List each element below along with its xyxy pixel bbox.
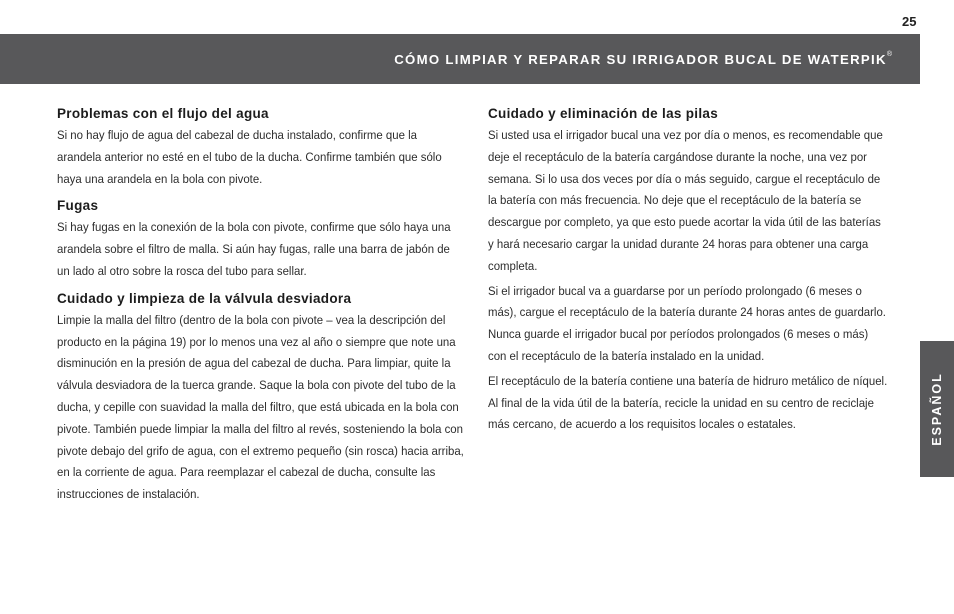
section-paragraph: Limpie la malla del filtro (dentro de la bola con pivote – vea la descripción del producto en la página 19) por lo menos una vez al año o siempre que note una disminución en la presión de agua del cabezal de ducha. Para limpiar, quite la válvula desviadora de la tuerca grande. Saque la bola con pivote del tubo de la ducha, y cepille con suavidad la malla del filtro, que está ubicada en la bola con pivote. También puede limpiar la malla del filtro al revés, sosteniendo la bola con pivote debajo del grifo de agua, con el extremo pequeño (sin rosca) hacia arriba, en la corriente de agua. Para reemplazar el cabezal de ducha, consulte las instrucciones de instalación.	[57, 312, 464, 502]
section-paragraph: Si hay fugas en la conexión de la bola con pivote, confirme que sólo haya una arandela sobre el filtro de malla. Si aún hay fugas, ralle una barra de jabón de un lado al otro sobre la rosca del tubo para sellar.	[57, 220, 451, 278]
section-batteries	[488, 106, 892, 436]
header-banner	[0, 34, 920, 84]
section-heading: Cuidado y eliminación de las pilas	[488, 106, 719, 121]
section-paragraph: Si no hay flujo de agua del cabezal de ducha instalado, confirme que la arandela anterior no esté en el tubo de la ducha. Confirme también que sólo haya una arandela en la bola con pivote.	[57, 128, 442, 186]
right-column	[488, 106, 892, 444]
section-heading: Fugas	[57, 198, 99, 214]
section-water-flow	[57, 106, 467, 190]
section-paragraph: Si el irrigador bucal va a guardarse por un período prolongado (6 meses o más), cargue el receptáculo de la batería durante 24 horas antes de guardarlo. Nunca guarde el irrigador bucal por períodos prolongados (6 meses o más) con el receptáculo de la batería instalado en la unidad.	[488, 283, 886, 363]
section-paragraph: El receptáculo de la batería contiene una batería de hidruro metálico de níquel. Al final de la vida útil de la batería, recicle la unidad en su centro de reciclaje más cercano, de acuerdo a los requisitos locales o estatales.	[488, 373, 888, 432]
language-side-tab	[920, 341, 954, 477]
section-heading: Problemas con el flujo del agua	[57, 106, 269, 121]
section-heading: Cuidado y limpieza de la válvula desviadora	[57, 290, 352, 306]
left-column	[57, 106, 467, 514]
section-diverter-valve	[57, 291, 467, 506]
page-number: 25	[902, 14, 917, 29]
registered-mark: ®	[886, 51, 892, 58]
section-leaks	[57, 198, 467, 282]
page-title-text: CÓMO LIMPIAR Y REPARAR SU IRRIGADOR BUCAL DE WATERPIK	[394, 52, 887, 67]
language-label: ESPAÑOL	[930, 372, 944, 446]
section-paragraph: Si usted usa el irrigador bucal una vez por día o menos, es recomendable que deje el receptáculo de la batería cargándose durante la noche, una vez por semana. Si lo usa dos veces por día o más seguido, cargue el receptáculo de la batería con más frecuencia. No deje que el receptáculo de la batería se descargue por completo, ya que esto puede acortar la vida útil de las baterías y hará necesario cargar la unidad durante 24 horas para obtener una carga completa.	[488, 128, 883, 273]
page-title	[394, 52, 892, 67]
